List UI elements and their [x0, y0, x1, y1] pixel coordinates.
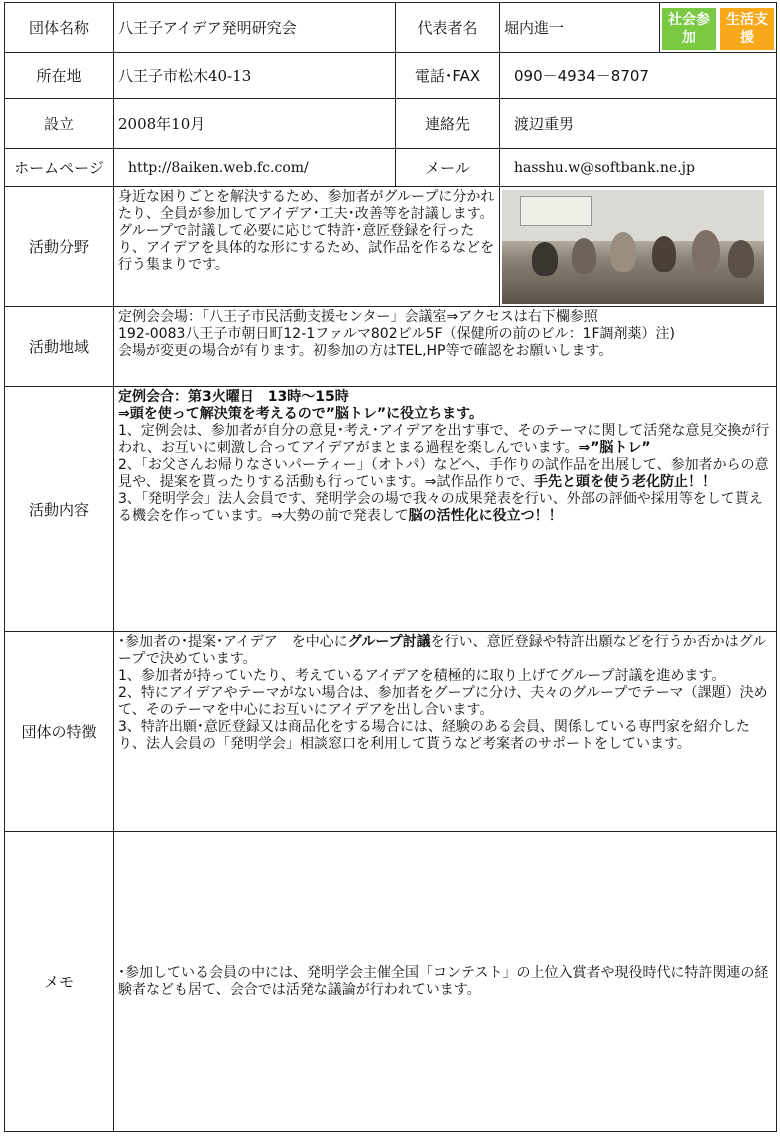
area-line-3: 会場が変更の場合が有ります。初参加の方はTEL,HP等で確認をお願いします。	[118, 343, 613, 359]
content-paragraph-3: 3、「発明学会」法人会員です、発明学会の場で我々の成果発表を行い、外部の評価や採用等をして貰える機会を作っています。⇒大勢の前で発表して脳の活性化に役立つ！！	[118, 491, 763, 524]
activity-content-label: 活動内容	[5, 387, 114, 632]
category-badges	[660, 3, 777, 53]
feature-paragraph-2: 2、特にアイデアやテーマがない場合は、参加者をグープに分け、夫々のグループでテーマ（課題）決めて、そのテーマを中心にお互いにアイデアを出し合います。	[118, 685, 768, 718]
badge-life-support: 生活支援	[720, 8, 774, 50]
area-line-1: 定例会会場：「八王子市民活動支援センター」会議室⇒アクセスは右下欄参照	[118, 309, 598, 325]
group-feature-text	[114, 632, 777, 832]
info-table	[4, 2, 777, 1132]
representative-label: 代表者名	[396, 3, 500, 53]
meeting-photo	[502, 190, 764, 304]
address-value: 八王子市松木40-13	[114, 53, 396, 99]
activity-area-label: 活動地域	[5, 307, 114, 387]
content-heading-1: 定例会合：第3火曜日 13時～15時	[118, 389, 349, 405]
contact-value: 渡辺重男	[500, 99, 777, 149]
activity-content-text	[114, 387, 777, 632]
memo-text: ･参加している会員の中には、発明学会主催全国「コンテスト」の上位入賞者や現役時代に特許関連の経験者なども居て、会合では活発な議論が行われています。	[114, 832, 777, 1132]
content-paragraph-1: 1、定例会は、参加者が自分の意見･考え･アイデアを出す事で、そのテーマに関して活発な意見交換が行われ、お互いに刺激し合ってアイデアがまとまる過程を楽しんでいます。⇒”脳トレ”	[118, 423, 770, 456]
homepage-link[interactable]: http://8aiken.web.fc.com/	[114, 149, 396, 187]
group-feature-label: 団体の特徴	[5, 632, 114, 832]
group-name-value: 八王子アイデア発明研究会	[114, 3, 396, 53]
content-heading-2: ⇒頭を使って解決策を考えるので”脳トレ”に役立ちます。	[118, 406, 484, 422]
activity-field-label: 活動分野	[5, 187, 114, 307]
content-paragraph-2: 2、「お父さんお帰りなさいパーティー」（オトパ）などへ、手作りの試作品を出展して、参加者からの意見や、提案を貰ったりする活動も行っています。⇒試作品作りで、手先と頭を使う老化防止！！	[118, 457, 769, 490]
contact-label: 連絡先	[396, 99, 500, 149]
email-link[interactable]: hasshu.w@softbank.ne.jp	[500, 149, 777, 187]
phone-fax-label: 電話･FAX	[396, 53, 500, 99]
memo-label: メモ	[5, 832, 114, 1132]
homepage-label: ホームページ	[5, 149, 114, 187]
address-label: 所在地	[5, 53, 114, 99]
area-line-2: 192-0083八王子市朝日町12-1ファルマ802ビル5F（保健所の前のビル：1F調剤薬）注)	[118, 326, 675, 342]
established-value: 2008年10月	[114, 99, 396, 149]
feature-paragraph-1: 1、参加者が持っていたり、考えているアイデアを積極的に取り上げてグループ討議を進めます。	[118, 668, 726, 684]
representative-value: 堀内進一	[500, 3, 660, 53]
feature-paragraph-3: 3、特許出願･意匠登録又は商品化をする場合には、経験のある会員、関係している専門家を紹介したり、法人会員の「発明学会」相談窓口を利用して貰うなど考案者のサポートをしています。	[118, 719, 750, 752]
photo-cell	[500, 187, 777, 307]
badge-social-participation: 社会参加	[662, 8, 716, 50]
phone-fax-value: 090－4934－8707	[500, 53, 777, 99]
activity-area-text	[114, 307, 777, 387]
email-label: メール	[396, 149, 500, 187]
feature-paragraph-0: ･参加者の･提案･アイデア を中心にグループ討議を行い、意匠登録や特許出願などを行うか否かはグループで決めています。	[118, 634, 767, 667]
activity-field-text: 身近な困りごとを解決するため、参加者がグループに分かれたり、全員が参加してアイデア･工夫･改善等を討議します。グループで討議して必要に応じて特許･意匠登録を行ったり、アイデアを具体的な形にするため、試作品を作るなどを行う集まりです。	[114, 187, 500, 307]
group-name-label: 団体名称	[5, 3, 114, 53]
established-label: 設立	[5, 99, 114, 149]
